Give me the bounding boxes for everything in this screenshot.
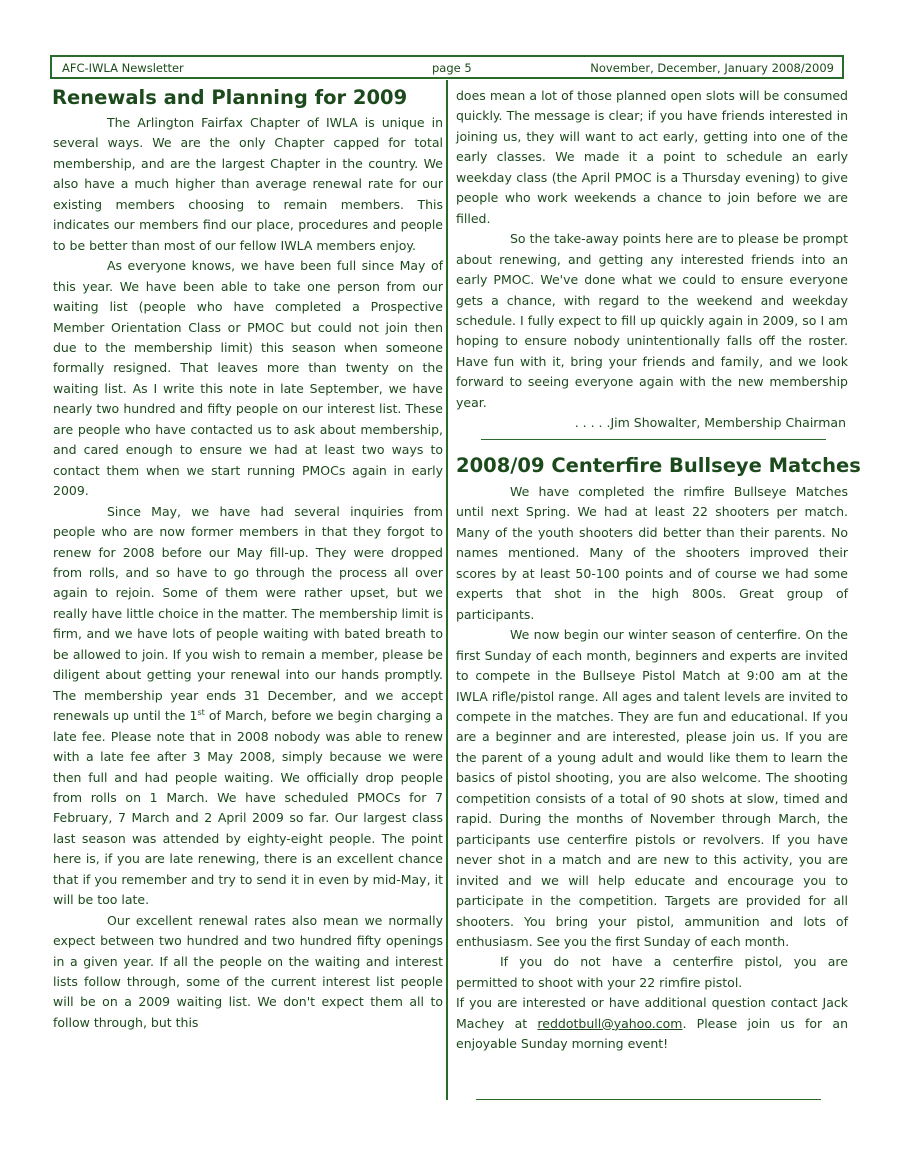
paragraph-text: . Please join us for an enjoyable Sunday morning event!	[456, 1015, 849, 1052]
paragraph: Our excellent renewal rates also mean we normally expect between two hundred and two hundred fifty openings in a given year. If all the people on the waiting and interest lists follow through, some of the current interest list people will be on a 2009 waiting list. We don't expect them all to follow through, but this	[53, 912, 443, 1030]
article-bullseye-body	[456, 482, 848, 1055]
newsletter-name: AFC-IWLA Newsletter	[62, 61, 184, 75]
paragraph: does mean a lot of those planned open slots will be consumed quickly. The message is clear; if you have friends interested in joining us, they will want to act early, getting into one of the early classes. We made it a point to schedule an early weekday class (the April PMOC is a Thursday evening) to give people who work weekends a chance to join before we are filled.	[456, 88, 848, 226]
article-renewals-column-1	[53, 113, 443, 1033]
page-header	[50, 55, 844, 79]
paragraph-text: of March, before we begin charging a late fee. Please note that in 2008 nobody was able to renew with a late fee after 3 May 2008, simply because we were then full and had people waiting. We officially drop people from rolls on 1 March. We have scheduled PMOCs for 7 February, 7 March and 2 April 2009 so far. Our largest class last season was attended by eighty-eight people. The point here is, if you are late renewing, there is an excellent chance that if you remember and try to send it in even by mid-May, it will be too late.	[53, 708, 443, 908]
section-divider	[476, 1099, 821, 1100]
section-divider	[481, 439, 826, 440]
signature: . . . . .Jim Showalter, Membership Chairman	[574, 415, 846, 431]
paragraph: So the take-away points here are to please be prompt about renewing, and getting any interested friends into an early PMOC. We've done what we could to ensure everyone gets a chance, with regard to the weekend and weekday schedule. I fully expect to fill up quickly again in 2009, so I am hoping to ensure nobody unintentionally falls off the roster. Have fun with it, bring your friends and family, and we look forward to seeing everyone again with the new membership year.	[456, 231, 848, 410]
paragraph: As everyone knows, we have been full since May of this year. We have been able to take one person from our waiting list (people who have completed a Prospective Member Orientation Class or PMOC but could not join then due to the membership limit) this season when someone formally resigned. That leaves more than twenty on the waiting list. As I write this note in late September, we have nearly two hundred and fifty people on our interest list. These are people who have contacted us to ask about membership, and cared enough to ensure we had at least two ways to contact them when we start running PMOCs again in early 2009.	[53, 258, 443, 499]
paragraph-text: Since May, we have had several inquiries from people who are now former members in that they forgot to renew for 2008 before our May fill-up. They were dropped from rolls, and so have to go through the process all over again to rejoin. Some of them were rather upset, but we really have little choice in the matter. The membership limit is firm, and we have lots of people waiting with bated breath to be allowed to join. If you wish to remain a member, please be diligent about getting your renewal into our hands promptly. The membership year ends 31 December, and we accept renewals up until the 1	[53, 503, 443, 724]
column-divider	[446, 80, 448, 1100]
paragraph-text: If you are interested or have additional question contact Jack Machey at	[456, 995, 848, 1031]
article-title-bullseye: 2008/09 Centerfire Bullseye Matches	[456, 454, 861, 477]
paragraph: The Arlington Fairfax Chapter of IWLA is unique in several ways. We are the only Chapter capped for total membership, and are the largest Chapter in the country. We also have a much higher than average renewal rate for our existing members choosing to remain members. This indicates our members find our place, procedures and people to be better than most of our fellow IWLA members enjoy.	[53, 115, 443, 253]
paragraph	[53, 502, 443, 911]
paragraph	[456, 993, 848, 1054]
page-number: page 5	[432, 61, 472, 75]
paragraph: We have completed the rimfire Bullseye Matches until next Spring. We had at least 22 shooters per match. Many of the youth shooters did better than their parents. No names mentioned. Many of the shooters improved their scores by at least 50-100 points and of course we had some experts that shot in the high 800s. Great group of participants.	[456, 484, 848, 622]
article-title-renewals: Renewals and Planning for 2009	[52, 86, 408, 109]
paragraph: If you do not have a centerfire pistol, you are permitted to shoot with your 22 rimfire pistol.	[456, 954, 848, 990]
issue-date: November, December, January 2008/2009	[590, 61, 834, 75]
email-link[interactable]: reddotbull@yahoo.com	[537, 1015, 683, 1031]
paragraph: We now begin our winter season of centerfire. On the first Sunday of each month, beginners and experts are invited to compete in the Bullseye Pistol Match at 9:00 am at the IWLA rifle/pistol range. All ages and talent levels are invited to compete in the matches. They are fun and educational. If you are a beginner and are interested, please join us. If you are the parent of a young adult and would like them to learn the basics of pistol shooting, you are also welcome. The shooting competition consists of a total of 90 shots at slow, timed and rapid. During the months of November through March, the participants use centerfire pistols or revolvers. If you have never shot in a match and are new to this activity, you are invited and we will help educate and encourage you to participate in the competition. Targets are provided for all shooters. You bring your pistol, ammunition and lots of enthusiasm. See you the first Sunday of each month.	[456, 627, 848, 949]
superscript: st	[197, 707, 205, 717]
article-renewals-column-2	[456, 86, 848, 434]
